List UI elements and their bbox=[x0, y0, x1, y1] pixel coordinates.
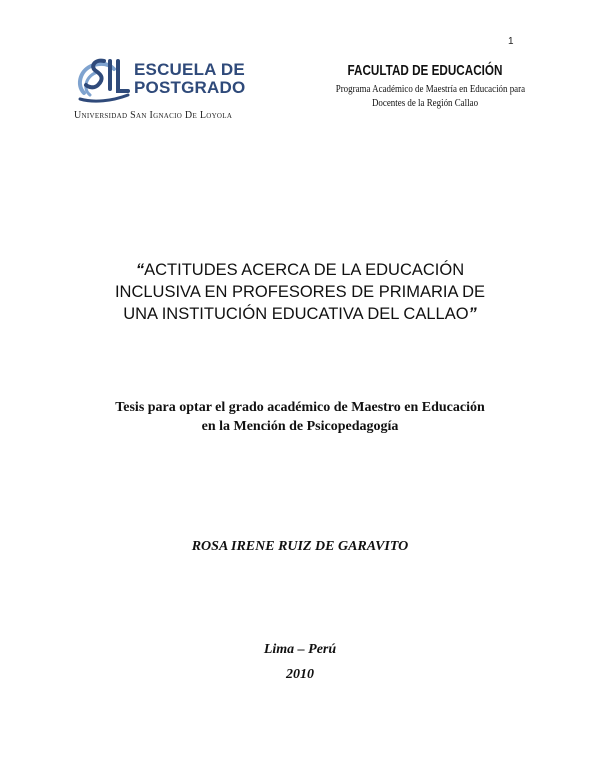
thesis-title-line2: INCLUSIVA EN PROFESORES DE PRIMARIA DE bbox=[114, 283, 486, 301]
thesis-title-line3 bbox=[60, 303, 540, 325]
school-name bbox=[134, 61, 245, 97]
sil-logo-mark bbox=[74, 55, 130, 103]
thesis-title-text1: ACTITUDES ACERCA DE LA EDUCACIÓN bbox=[144, 261, 465, 279]
author-name: ROSA IRENE RUIZ DE GARAVITO bbox=[191, 539, 409, 554]
school-name-line2: POSTGRADO bbox=[134, 78, 246, 97]
thesis-title-text3: UNA INSTITUCIÓN EDUCATIVA DEL CALLAO bbox=[123, 305, 469, 323]
school-name-line1: ESCUELA DE bbox=[134, 60, 245, 79]
faculty-title: FACULTAD DE EDUCACIÓN bbox=[347, 62, 503, 79]
year: 2010 bbox=[286, 667, 314, 682]
degree-line1: Tesis para optar el grado académico de Maestro en Educación bbox=[115, 400, 485, 415]
page-number: 1 bbox=[508, 36, 514, 47]
faculty-subtitle bbox=[335, 83, 526, 111]
thesis-title-line1 bbox=[60, 259, 540, 281]
open-quote: “ bbox=[135, 261, 145, 279]
faculty-subtitle-line2: Docentes de la Región Callao bbox=[371, 98, 479, 109]
school-logo bbox=[74, 55, 274, 125]
degree-statement bbox=[60, 398, 540, 436]
place-and-year bbox=[60, 637, 540, 687]
close-quote: ” bbox=[468, 305, 477, 323]
place: Lima – Perú bbox=[263, 642, 337, 657]
degree-line2: en la Mención de Psicopedagogía bbox=[201, 419, 399, 434]
university-name: Universidad San Ignacio De Loyola bbox=[74, 110, 233, 121]
faculty-header bbox=[320, 62, 530, 111]
faculty-subtitle-line1: Programa Académico de Maestría en Educación para bbox=[335, 84, 526, 95]
thesis-title bbox=[60, 259, 540, 325]
